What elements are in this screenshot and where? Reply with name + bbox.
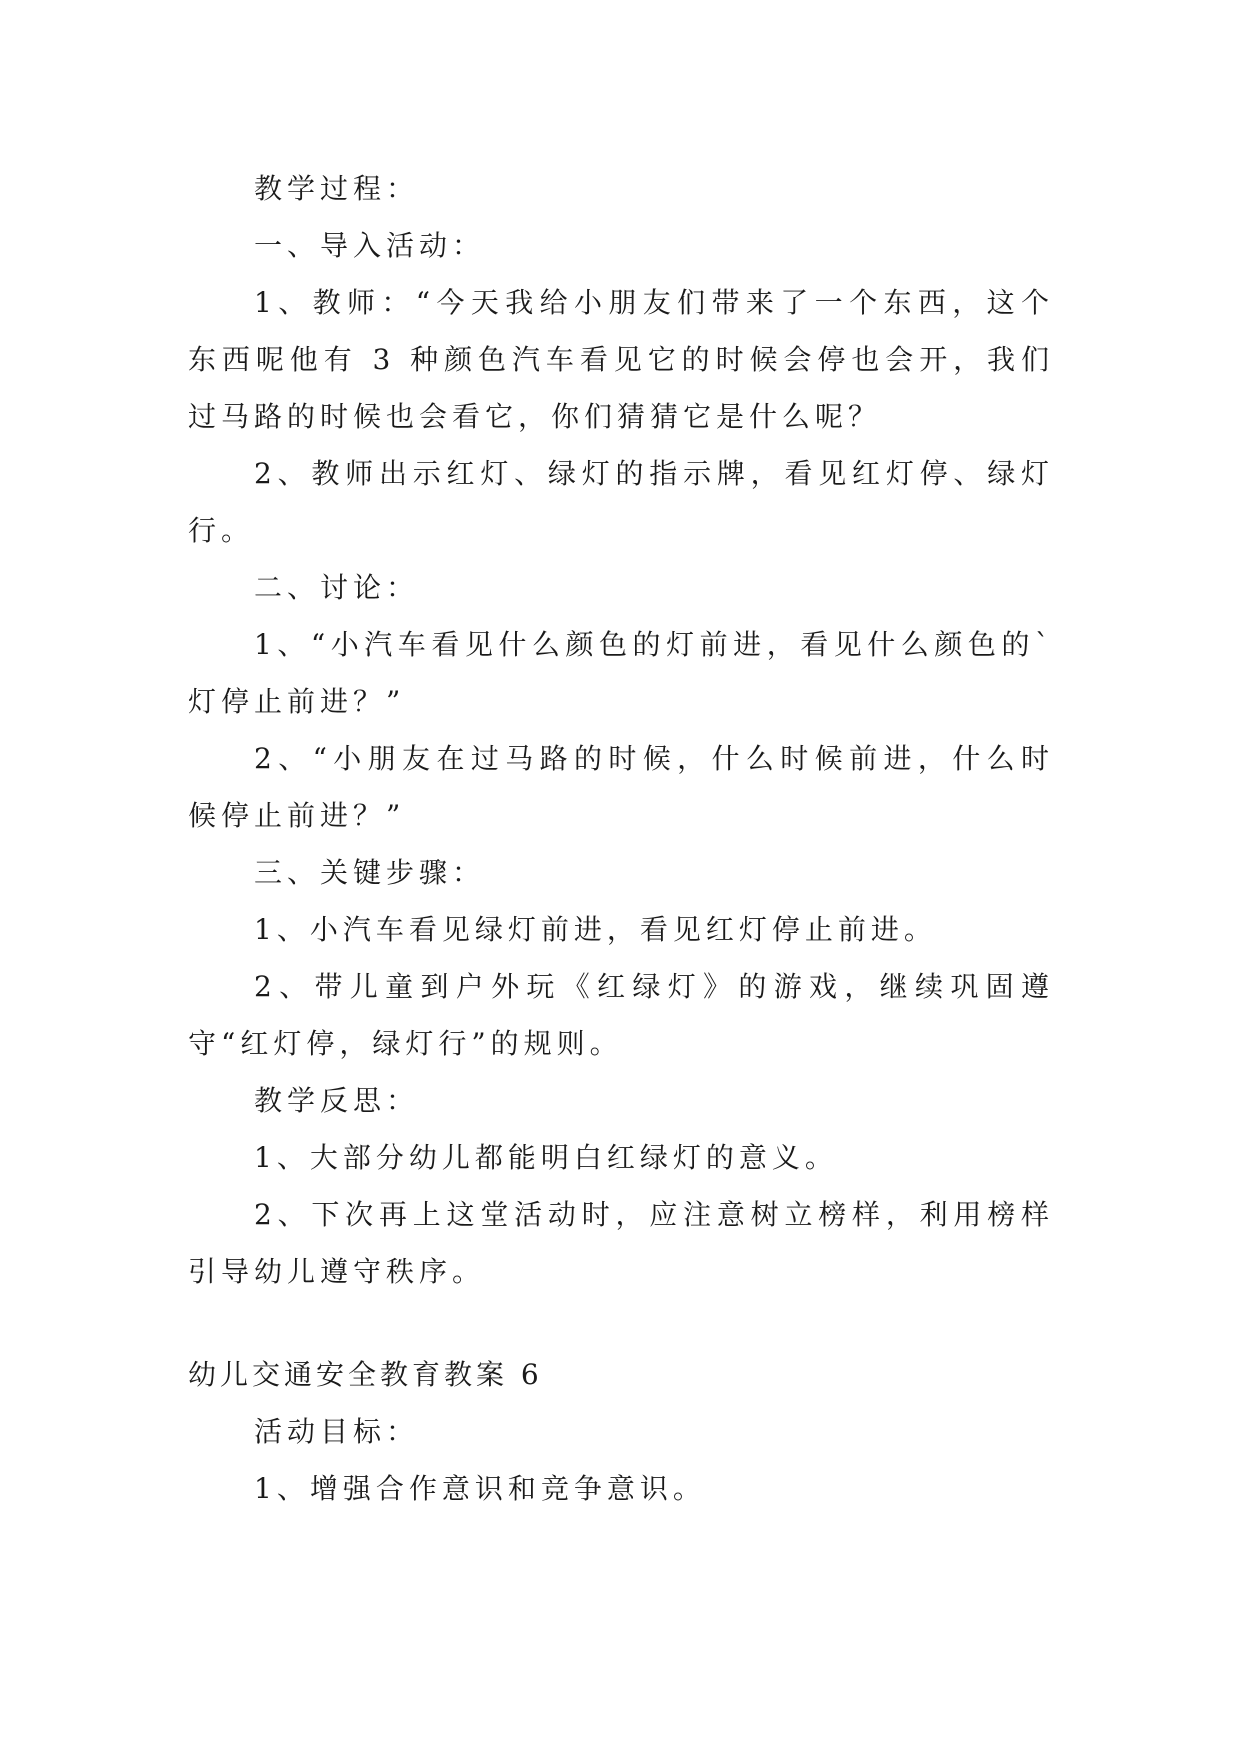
paragraph-key-steps-1: 1、小汽车看见绿灯前进，看见红灯停止前进。	[254, 913, 937, 946]
heading-reflection: 教学反思：	[254, 1084, 420, 1117]
paragraph-key-steps-2: 2、带儿童到户外玩《红绿灯》的游戏，继续巩固遵守“红灯停，绿灯行”的规则。	[188, 970, 1054, 1060]
paragraph-discussion-1: 1、“小汽车看见什么颜色的灯前进，看见什么颜色的`灯停止前进？”	[188, 628, 1054, 718]
paragraph-reflection-2: 2、下次再上这堂活动时，应注意树立榜样，利用榜样引导幼儿遵守秩序。	[188, 1198, 1054, 1288]
paragraph-intro-1: 1、教师：“今天我给小朋友们带来了一个东西，这个东西呢他有 3 种颜色汽车看见它的时候会停也会开，我们过马路的时候也会看它，你们猜猜它是什么呢？	[188, 286, 1054, 433]
paragraph-intro-2: 2、教师出示红灯、绿灯的指示牌，看见红灯停、绿灯行。	[188, 457, 1054, 547]
heading-activity-goals: 活动目标：	[254, 1415, 420, 1448]
heading-intro-activity: 一、导入活动：	[254, 229, 486, 262]
heading-discussion: 二、讨论：	[254, 571, 420, 604]
heading-teaching-process: 教学过程：	[254, 172, 420, 205]
section-title: 幼儿交通安全教育教案 6	[188, 1358, 543, 1391]
heading-key-steps: 三、关键步骤：	[254, 856, 486, 889]
paragraph-activity-goals-1: 1、增强合作意识和竞争意识。	[254, 1472, 706, 1505]
paragraph-discussion-2: 2、“小朋友在过马路的时候，什么时候前进，什么时候停止前进？”	[188, 742, 1054, 832]
document-body	[188, 160, 1054, 1517]
paragraph-reflection-1: 1、大部分幼儿都能明白红绿灯的意义。	[254, 1141, 838, 1174]
